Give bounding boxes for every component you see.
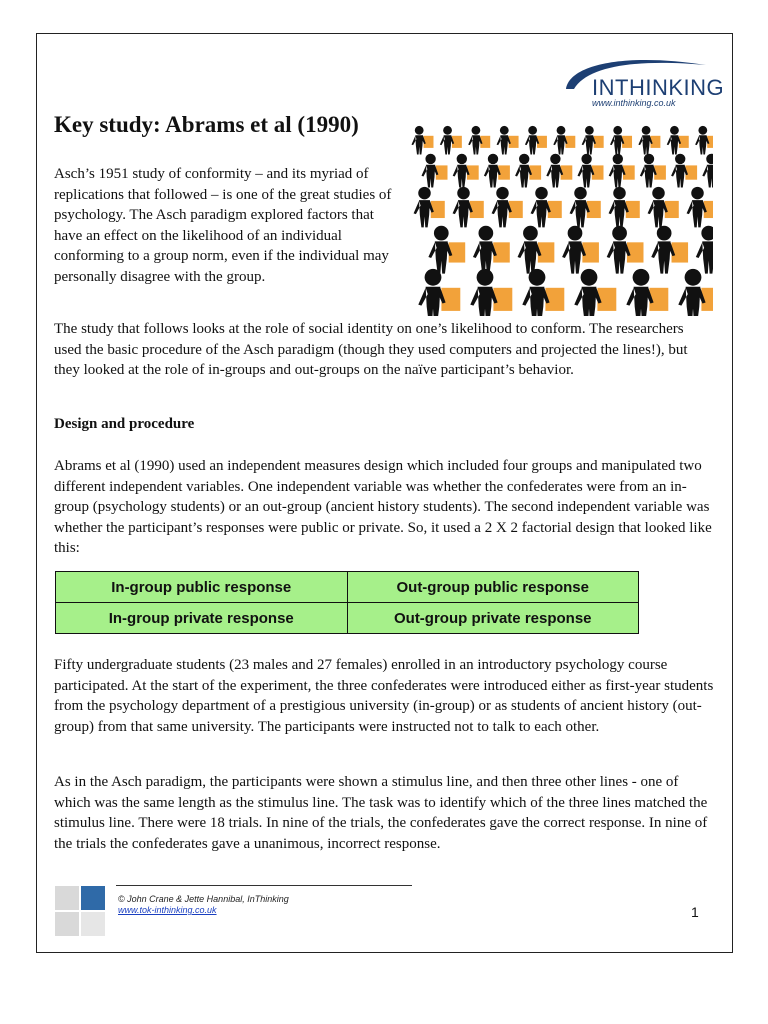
crowd-figure bbox=[609, 187, 640, 228]
page-number: 1 bbox=[691, 904, 699, 920]
crowd-figure bbox=[428, 226, 465, 274]
footer-squares-decoration bbox=[55, 886, 107, 938]
crowd-figure bbox=[553, 126, 575, 155]
crowd-figure bbox=[470, 269, 512, 316]
crowd-figure bbox=[531, 187, 562, 228]
footer-square bbox=[81, 886, 105, 910]
crowd-figure bbox=[574, 269, 616, 316]
crowd-figure bbox=[609, 154, 635, 188]
factorial-design-table bbox=[55, 571, 639, 634]
logo-wordmark: INTHINKING bbox=[592, 75, 725, 100]
crowd-figure bbox=[484, 154, 510, 188]
table-cell: In-group private response bbox=[56, 603, 348, 634]
design-heading: Design and procedure bbox=[54, 416, 195, 432]
table-cell: Out-group private response bbox=[347, 603, 639, 634]
crowd-figure bbox=[570, 187, 601, 228]
crowd-figure bbox=[578, 154, 604, 188]
crowd-figure bbox=[651, 226, 688, 274]
crowd-figure bbox=[687, 187, 713, 228]
crowd-figure bbox=[522, 269, 564, 316]
crowd-figure bbox=[696, 226, 713, 274]
crowd-figure bbox=[678, 269, 713, 316]
design-paragraph: Abrams et al (1990) used an independent measures design which included four groups and manipulated two different independent variables. One independent variable was whether the confederates were from an in-group (psychology students) or an out-group (ancient history students). The second independent variable was whether the participant’s responses were public or private. So, it used a 2 X 2 factorial design that looked like this: bbox=[54, 458, 712, 556]
crowd-illustration bbox=[401, 124, 713, 316]
crowd-figure bbox=[640, 154, 666, 188]
footer-square bbox=[55, 912, 79, 936]
footer-link[interactable]: www.tok-inthinking.co.uk bbox=[118, 905, 217, 915]
table-row bbox=[56, 603, 639, 634]
crowd-figure bbox=[582, 126, 604, 155]
participants-paragraph: Fifty undergraduate students (23 males and 27 females) enrolled in an introductory psychology course participated. At the start of the experiment, the three confederates were introduced either as first-year students from the psychology department of a prestigious university (in-group) or as students of ancient history (out-group) from that same university. The participants were instructed not to talk to each other. bbox=[54, 657, 714, 735]
crowd-figure bbox=[695, 126, 713, 155]
crowd-figure bbox=[607, 226, 644, 274]
crowd-figure bbox=[671, 154, 697, 188]
crowd-figure bbox=[626, 269, 668, 316]
crowd-figure bbox=[667, 126, 689, 155]
logo-url: www.inthinking.co.uk bbox=[592, 98, 676, 108]
page-title: Key study: Abrams et al (1990) bbox=[54, 112, 359, 137]
crowd-figure bbox=[473, 226, 510, 274]
crowd-figure bbox=[453, 187, 484, 228]
crowd-figure bbox=[468, 126, 490, 155]
intro-paragraph: Asch’s 1951 study of conformity – and its myriad of replications that followed – is one of the great studies of psychology. The Asch paradigm explored factors that have an effect on the likelihood of an individual conforming to a group norm, even if the individual may personally disagree with the group. bbox=[54, 166, 392, 285]
crowd-figure bbox=[562, 226, 599, 274]
crowd-figure bbox=[638, 126, 660, 155]
crowd-figure bbox=[418, 269, 460, 316]
table-row bbox=[56, 572, 639, 603]
footer-divider bbox=[116, 885, 412, 886]
table-cell: Out-group public response bbox=[347, 572, 639, 603]
crowd-figure bbox=[525, 126, 547, 155]
footer-copyright: © John Crane & Jette Hannibal, InThinking bbox=[118, 894, 289, 904]
social-identity-paragraph: The study that follows looks at the role of social identity on one’s likelihood to conform. The researchers used the basic procedure of the Asch paradigm (though they used computers and projected the lines!), but they looked at the role of in-groups and out-groups on the naïve participant’s behavior. bbox=[54, 321, 688, 378]
crowd-figure bbox=[453, 154, 479, 188]
footer-square bbox=[81, 912, 105, 936]
crowd-figure bbox=[546, 154, 572, 188]
crowd-figure bbox=[610, 126, 632, 155]
table-cell: In-group public response bbox=[56, 572, 348, 603]
crowd-figure bbox=[497, 126, 519, 155]
footer-square bbox=[55, 886, 79, 910]
inthinking-logo bbox=[560, 51, 725, 113]
crowd-figure bbox=[440, 126, 462, 155]
crowd-figure bbox=[422, 154, 448, 188]
crowd-figure bbox=[518, 226, 555, 274]
crowd-of-figures-image bbox=[401, 124, 713, 316]
crowd-figure bbox=[414, 187, 445, 228]
crowd-figure bbox=[648, 187, 679, 228]
crowd-figure bbox=[515, 154, 541, 188]
crowd-figure bbox=[411, 126, 433, 155]
crowd-figure bbox=[702, 154, 713, 188]
crowd-figure bbox=[492, 187, 523, 228]
procedure-paragraph: As in the Asch paradigm, the participants were shown a stimulus line, and then three other lines - one of which was the same length as the stimulus line. The task was to identify which of the three lines matched the stimulus line. There were 18 trials. In nine of the trials, the confederates gave the correct response. In nine of the trials the confederates gave a unanimous, incorrect response. bbox=[54, 774, 708, 852]
